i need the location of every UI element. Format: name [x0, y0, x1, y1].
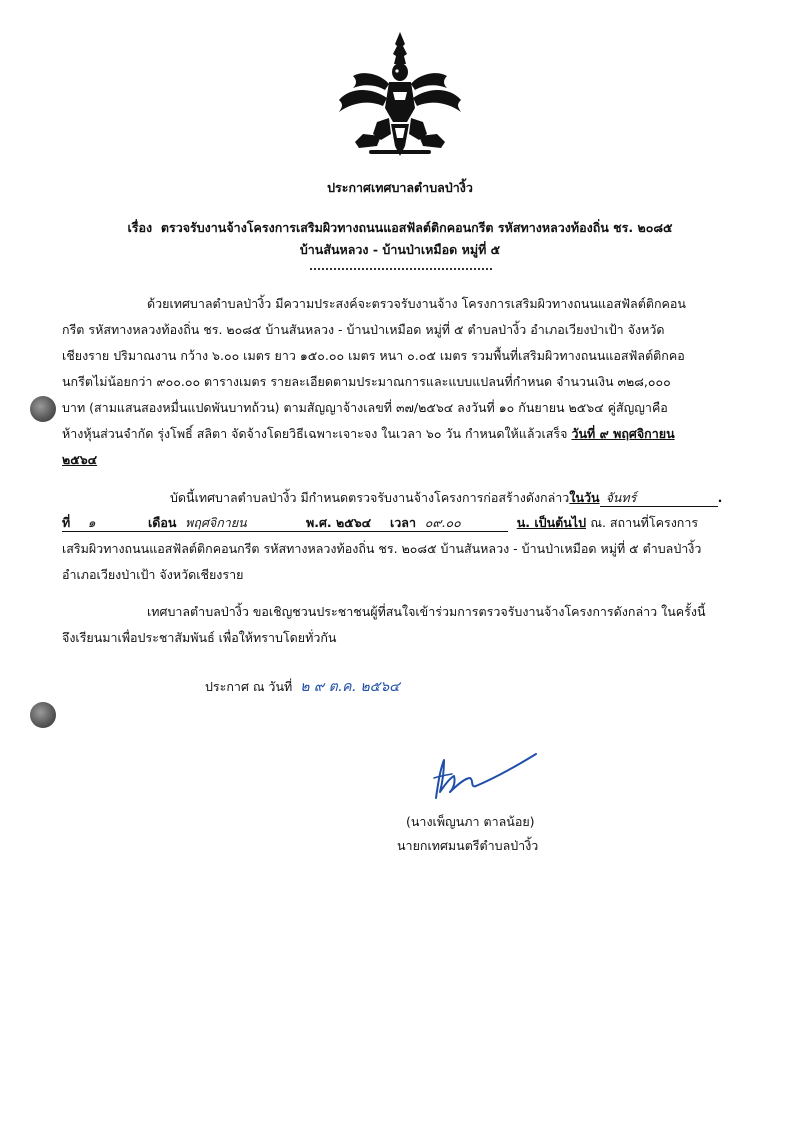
subject-label: เรื่อง	[127, 220, 153, 235]
p2-date-label: ที่	[62, 515, 71, 530]
p3-line-1: เทศบาลตำบลป่างิ้ว ขอเชิญชวนประชาชนผู้ที่สนใจเข้าร่วมการตรวจรับงานจ้างโครงการดังกล่าว ในครั้งนี้	[147, 604, 706, 619]
announce-date-handwritten: ๒ ๙ ต.ค. ๒๕๖๔	[300, 679, 400, 695]
completion-date: วันที่ ๙ พฤศจิกายน	[571, 426, 675, 441]
p2-time-field	[382, 515, 508, 532]
p2-day-handwritten: จันทร์	[605, 490, 637, 505]
p2-date-handwritten: ๑	[87, 515, 96, 530]
signatory-position: นายกเทศมนตรีตำบลป่างิ้ว	[397, 838, 539, 853]
p1-line-3: เชียงราย ปริมาณงาน กว้าง ๖.๐๐ เมตร ยาว ๑๕๐.๐๐ เมตร หนา ๐.๐๕ เมตร รวมพื้นที่เสริมผิวทางถนนแอสฟัลต์ติกคอ	[62, 348, 685, 363]
announce-line	[205, 679, 400, 695]
org-title: ประกาศเทศบาลตำบลป่างิ้ว	[327, 180, 473, 195]
punch-hole-top	[30, 396, 56, 422]
p2-month-field	[138, 515, 298, 532]
p2-line-4: อำเภอเวียงป่าเป้า จังหวัดเชียงราย	[62, 567, 244, 582]
handwritten-signature	[430, 748, 540, 808]
p2-day-field	[600, 490, 718, 507]
p2-location-label: ณ. สถานที่โครงการ	[590, 515, 699, 530]
p2-time-label: เวลา	[390, 515, 416, 530]
separator-dotted-line	[310, 268, 492, 270]
subject-line-1	[60, 220, 740, 236]
p1-line-1: ด้วยเทศบาลตำบลป่างิ้ว มีความประสงค์จะตรวจรับงานจ้าง โครงการเสริมผิวทางถนนแอสฟัลต์ติกคอน	[147, 296, 686, 311]
p2-line-2	[62, 515, 698, 532]
completion-year: ๒๕๖๔	[62, 452, 98, 467]
announce-label: ประกาศ ณ วันที่	[205, 679, 293, 694]
p1-line-2: กรีต รหัสทางหลวงท้องถิ่น ชร. ๒๐๘๕ บ้านสันหลวง - บ้านป่าเหมือด หมู่ที่ ๕ ตำบลป่างิ้ว อำเภอเวียงป่าเป้า จังหวัด	[62, 322, 665, 337]
p2-month-label: เดือน	[148, 515, 177, 530]
p2-time-suffix: น. เป็นต้นไป	[516, 515, 586, 530]
p2-time-handwritten: ๐๙.๐๐	[424, 515, 461, 530]
signatory-name: (นางเพ็ญนภา ตาลน้อย)	[406, 814, 535, 829]
p2-year-field	[298, 515, 382, 532]
subject-line-2: บ้านสันหลวง - บ้านป่าเหมือด หมู่ที่ ๕	[299, 242, 501, 257]
p1-line-6-text: ห้างหุ้นส่วนจำกัด รุ่งโพธิ์ สลิตา จัดจ้างโดยวิธีเฉพาะเจาะจง ในเวลา ๖๐ วัน กำหนดให้แล้วเสร็จ	[62, 426, 572, 441]
p2-intro-text: บัดนี้เทศบาลตำบลป่างิ้ว มีกำหนดตรวจรับงานจ้างโครงการก่อสร้างดังกล่าว	[170, 490, 570, 505]
p2-line-1: บัดนี้เทศบาลตำบลป่างิ้ว มีกำหนดตรวจรับงานจ้างโครงการก่อสร้างดังกล่าวในวัน จันทร์ .	[170, 490, 723, 505]
p2-month-handwritten: พฤศจิกายน	[185, 515, 247, 530]
p3-line-2: จึงเรียนมาเพื่อประชาสัมพันธ์ เพื่อให้ทราบโดยทั่วกัน	[62, 630, 337, 645]
punch-hole-bottom	[30, 702, 56, 728]
p1-line-4: นกรีตไม่น้อยกว่า ๙๐๐.๐๐ ตารางเมตร รายละเอียดตามประมาณการและแบบแปลนที่กำหนด จำนวนเงิน ๓๒๘,๐๐๐	[62, 374, 671, 389]
p1-line-6	[62, 426, 675, 442]
p2-year: พ.ศ. ๒๕๖๔	[306, 515, 372, 530]
p2-date-field	[62, 515, 138, 532]
garuda-emblem	[333, 30, 467, 160]
p2-day-label: ในวัน	[569, 490, 600, 505]
p2-line-3: เสริมผิวทางถนนแอสฟัลต์ติกคอนกรีต รหัสทางหลวงท้องถิ่น ชร. ๒๐๘๕ บ้านสันหลวง - บ้านป่าเหมือด หมู่ที่ ๕ ตำบลป่างิ้ว	[62, 541, 702, 556]
subject-text: ตรวจรับงานจ้างโครงการเสริมผิวทางถนนแอสฟัลต์ติกคอนกรีต รหัสทางหลวงท้องถิ่น ชร. ๒๐๘๕	[160, 220, 673, 235]
p1-line-5: บาท (สามแสนสองหมื่นแปดพันบาทถ้วน) ตามสัญญาจ้างเลขที่ ๓๗/๒๕๖๔ ลงวันที่ ๑๐ กันยายน ๒๕๖๔ คู่สัญญาคือ	[62, 400, 668, 415]
